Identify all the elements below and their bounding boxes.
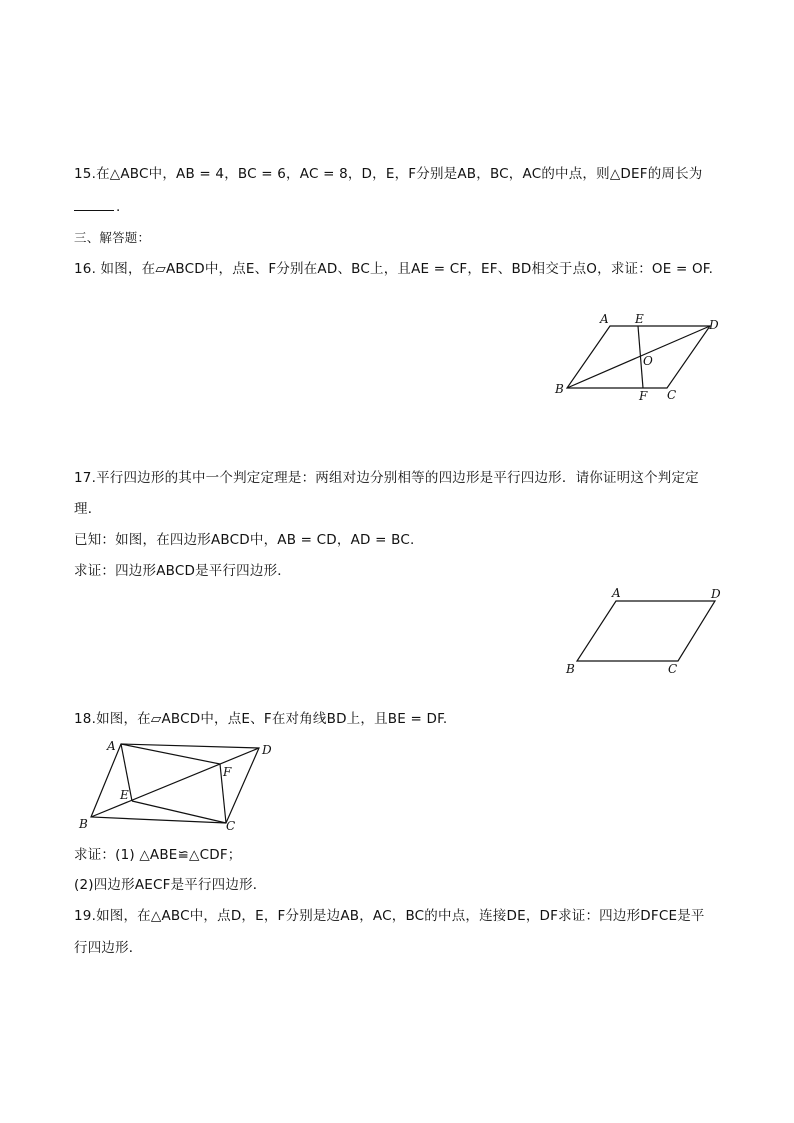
q17-parallelogram [577, 601, 715, 661]
section-heading: 三、解答题： [74, 230, 151, 245]
q16-label-c: C [667, 388, 677, 402]
q17-given: 已知：如图，在四边形ABCD中，AB = CD，AD = BC. [74, 532, 415, 548]
q18-label-a: A [107, 739, 116, 753]
q16-label-a: A [600, 312, 609, 326]
q17-line1: 17.平行四边形的其中一个判定定理是：两组对边分别相等的四边形是平行四边形．请你证明这个判定定 [74, 470, 699, 486]
q16-label-f: F [639, 389, 648, 403]
q15-line2 [74, 197, 121, 217]
answer-blank [74, 210, 114, 211]
q18-prove1: 求证：(1) △ABE≌△CDF； [74, 847, 242, 863]
q19-line1: 19.如图，在△ABC中，点D，E，F分别是边AB，AC，BC的中点，连接DE，DF求证：四边形DFCE是平 [74, 908, 705, 924]
q17-label-d: D [711, 587, 721, 601]
q18-label-b: B [79, 817, 88, 831]
q18-text: 18.如图，在▱ABCD中，点E、F在对角线BD上，且BE = DF. [74, 711, 448, 727]
q16-figure [550, 308, 730, 408]
q16-label-o: O [643, 354, 653, 368]
q18-label-d: D [262, 743, 272, 757]
q19-line2: 行四边形． [74, 940, 143, 956]
q18-label-c: C [226, 819, 236, 833]
q17-prove: 求证：四边形ABCD是平行四边形． [74, 563, 291, 579]
q18-figure [74, 734, 284, 834]
q16-text: 16. 如图，在▱ABCD中，点E、F分别在AD、BC上，且AE = CF，EF、BD相交于点O，求证：OE = OF. [74, 261, 714, 277]
q17-label-b: B [566, 662, 575, 676]
q15-line2-period: . [116, 199, 121, 215]
q16-label-b: B [555, 382, 564, 396]
q16-label-e: E [635, 312, 644, 326]
q18-label-f: F [223, 765, 232, 779]
q16-label-d: D [709, 318, 719, 332]
q18-label-e: E [120, 788, 129, 802]
q17-label-c: C [668, 662, 678, 676]
q15-line1: 15.在△ABC中，AB = 4，BC = 6，AC = 8，D，E，F分别是AB，BC，AC的中点，则△DEF的周长为 [74, 166, 703, 182]
q18-prove2: (2)四边形AECF是平行四边形． [74, 877, 267, 893]
q17-line2: 理． [74, 501, 102, 517]
q17-figure [560, 582, 730, 682]
q17-label-a: A [612, 586, 621, 600]
